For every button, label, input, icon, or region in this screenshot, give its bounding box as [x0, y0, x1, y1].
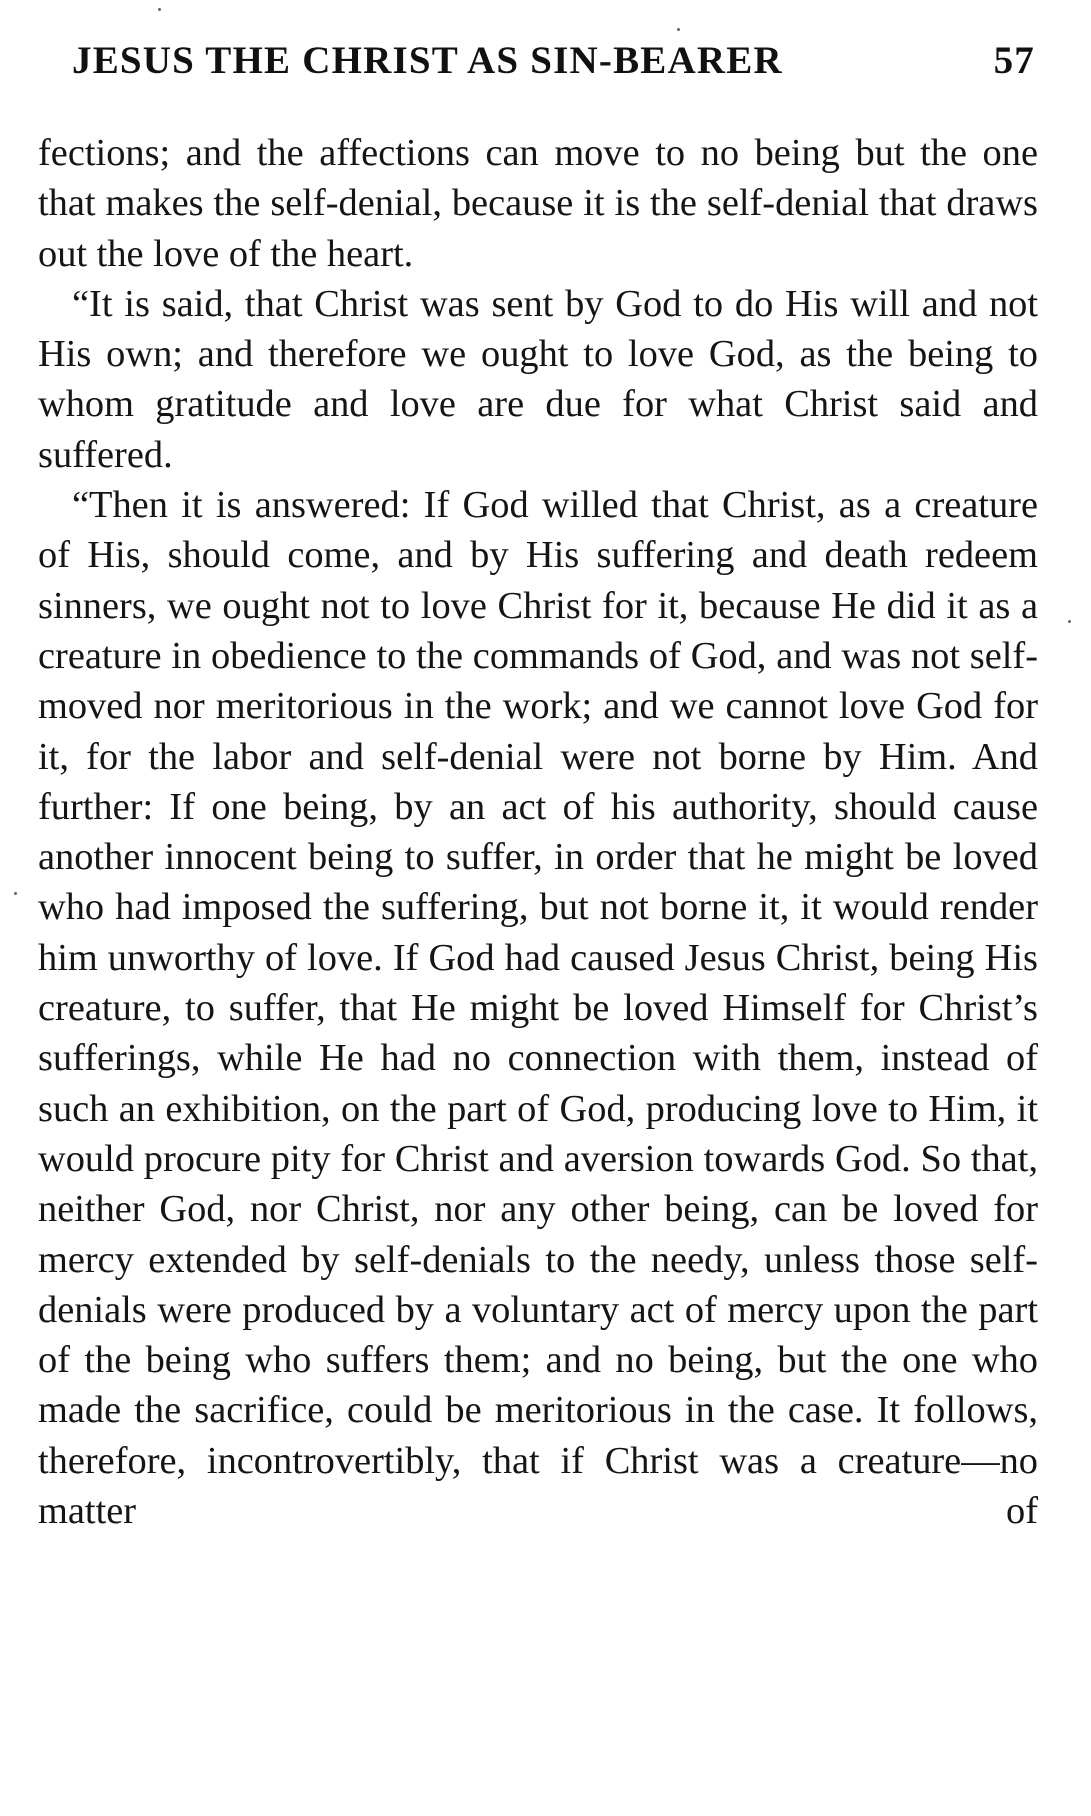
running-title: JESUS THE CHRIST AS SIN-BEARER: [72, 39, 783, 82]
body-text: [38, 128, 1038, 1536]
print-speck: [1068, 620, 1071, 623]
paragraph-continued: fections; and the affections can move to no being but the one that makes the self-denial, because it is the self-denial that draws out the love of the heart.: [38, 132, 1038, 275]
paragraph: “It is said, that Christ was sent by God to do His will and not His own; and therefore we ought to love God, as the being to whom gratitude and love are due for what Christ said and suffered.: [38, 282, 1038, 476]
print-speck: [677, 28, 680, 31]
print-speck: [14, 892, 17, 895]
running-head: [70, 38, 1035, 98]
page-number: 57: [993, 39, 1035, 82]
print-speck: [158, 8, 161, 11]
paragraph: “Then it is answered: If God willed that Christ, as a creature of His, should come, and by His suffering and death redeem sinners, we ought not to love Christ for it, because He did it as a creature in obedience to the commands of God, and was not self-moved nor meritorious in the work; and we cannot love God for it, for the labor and self-denial were not borne by Him. And further: If one being, by an act of his authority, should cause another innocent being to suffer, in order that he might be loved who had imposed the suffering, but not borne it, it would render him unworthy of love. If God had caused Jesus Christ, being His creature, to suffer, that He might be loved Himself for Christ’s sufferings, while He had no connection with them, instead of such an exhibition, on the part of God, producing love to Him, it would procure pity for Christ and aversion towards God. So that, neither God, nor Christ, nor any other being, can be loved for mercy extended by self-denials to the needy, unless those self-denials were produced by a voluntary act of mercy upon the part of the being who suffers them; and no being, but the one who made the sacrifice, could be meritorious in the case. It follows, therefore, incontrovertibly, that if Christ was a creature—no matter of: [38, 484, 1038, 1533]
